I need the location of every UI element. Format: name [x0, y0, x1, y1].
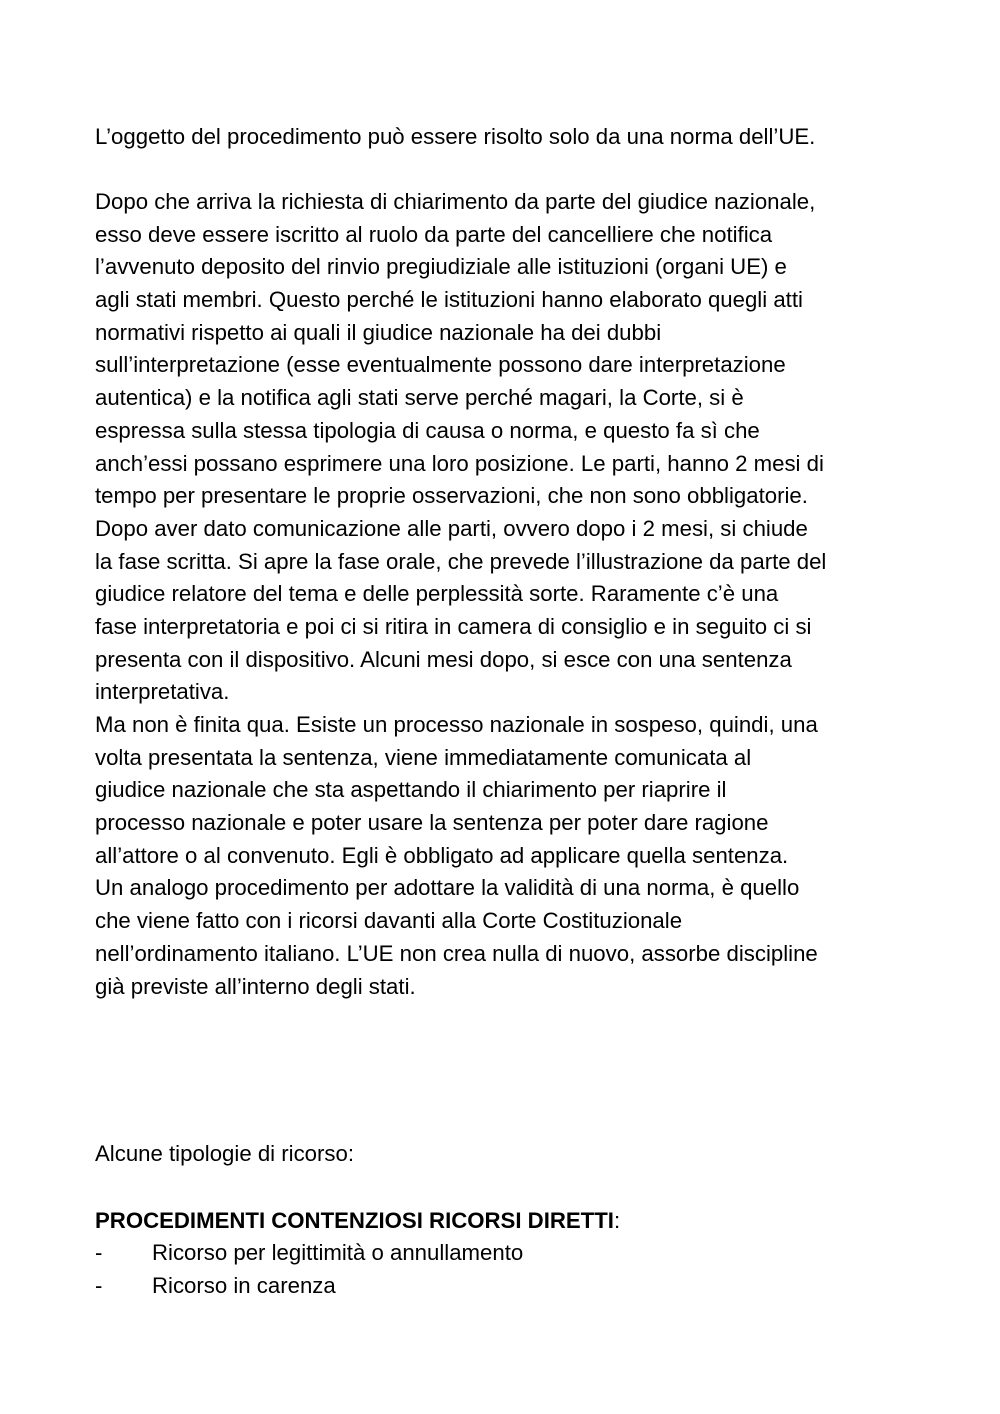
text-line: processo nazionale e poter usare la sentenza per poter dare ragione [95, 810, 769, 836]
section-heading [95, 1205, 915, 1238]
text-line: Un analogo procedimento per adottare la validità di una norma, è quello [95, 875, 800, 901]
text-line: presenta con il dispositivo. Alcuni mesi dopo, si esce con una sentenza [95, 646, 792, 672]
text-line: già previste all’interno degli stati. [95, 973, 416, 999]
list-item-text: Ricorso in carenza [152, 1272, 336, 1298]
text-line: volta presentata la sentenza, viene immediatamente comunicata al [95, 744, 752, 770]
text-line: interpretativa. [95, 679, 230, 705]
text-line: Alcune tipologie di ricorso: [95, 1141, 354, 1166]
text-line: normativi rispetto ai quali il giudice nazionale ha dei dubbi [95, 319, 662, 345]
text-line: agli stati membri. Questo perché le istituzioni hanno elaborato quegli atti [95, 287, 803, 313]
text-line: che viene fatto con i ricorsi davanti alla Corte Costituzionale [95, 908, 683, 934]
text-line: Ma non è finita qua. Esiste un processo nazionale in sospeso, quindi, una [95, 712, 818, 737]
text-line: la fase scritta. Si apre la fase orale, che prevede l’illustrazione da parte del [95, 548, 827, 574]
list-bullet: - [95, 1240, 103, 1265]
heading-bold-text: PROCEDIMENTI CONTENZIOSI RICORSI DIRETTI [95, 1208, 614, 1233]
paragraph-intro [95, 121, 915, 154]
paragraph-appeal-types-intro [95, 1138, 915, 1171]
text-line: l’avvenuto deposito del rinvio pregiudiziale alle istituzioni (organi UE) e [95, 254, 787, 280]
text-line: giudice relatore del tema e delle perplessità sorte. Raramente c’è una [95, 581, 779, 607]
text-line: Dopo che arriva la richiesta di chiarimento da parte del giudice nazionale, [95, 189, 816, 214]
list-item [95, 1237, 523, 1270]
heading-line [95, 1205, 915, 1238]
paragraph-procedure [95, 186, 915, 1003]
text-line: Dopo aver dato comunicazione alle parti, ovvero dopo i 2 mesi, si chiude [95, 515, 808, 541]
appeal-list [95, 1237, 523, 1302]
text-line: L’oggetto del procedimento può essere risolto solo da una norma dell’UE. [95, 124, 816, 149]
text-line: fase interpretatoria e poi ci si ritira in camera di consiglio e in seguito ci si [95, 613, 812, 639]
text-line: nell’ordinamento italiano. L’UE non crea nulla di nuovo, assorbe discipline [95, 940, 818, 966]
list-item [95, 1270, 523, 1303]
text-line: sull’interpretazione (esse eventualmente possono dare interpretazione [95, 352, 786, 378]
heading-colon: : [613, 1208, 621, 1233]
text-line: all’attore o al convenuto. Egli è obbligato ad applicare quella sentenza. [95, 842, 789, 868]
text-line: giudice nazionale che sta aspettando il chiarimento per riaprire il [95, 777, 727, 803]
text-line: anch’essi possano esprimere una loro posizione. Le parti, hanno 2 mesi di [95, 450, 824, 476]
list-item-text: Ricorso per legittimità o annullamento [152, 1240, 524, 1265]
text-line: autentica) e la notifica agli stati serve perché magari, la Corte, si è [95, 385, 744, 411]
text-line: esso deve essere iscritto al ruolo da parte del cancelliere che notifica [95, 221, 773, 247]
list-bullet: - [95, 1272, 103, 1298]
text-line: tempo per presentare le proprie osservazioni, che non sono obbligatorie. [95, 483, 808, 509]
text-line: espressa sulla stessa tipologia di causa o norma, e questo fa sì che [95, 417, 760, 443]
